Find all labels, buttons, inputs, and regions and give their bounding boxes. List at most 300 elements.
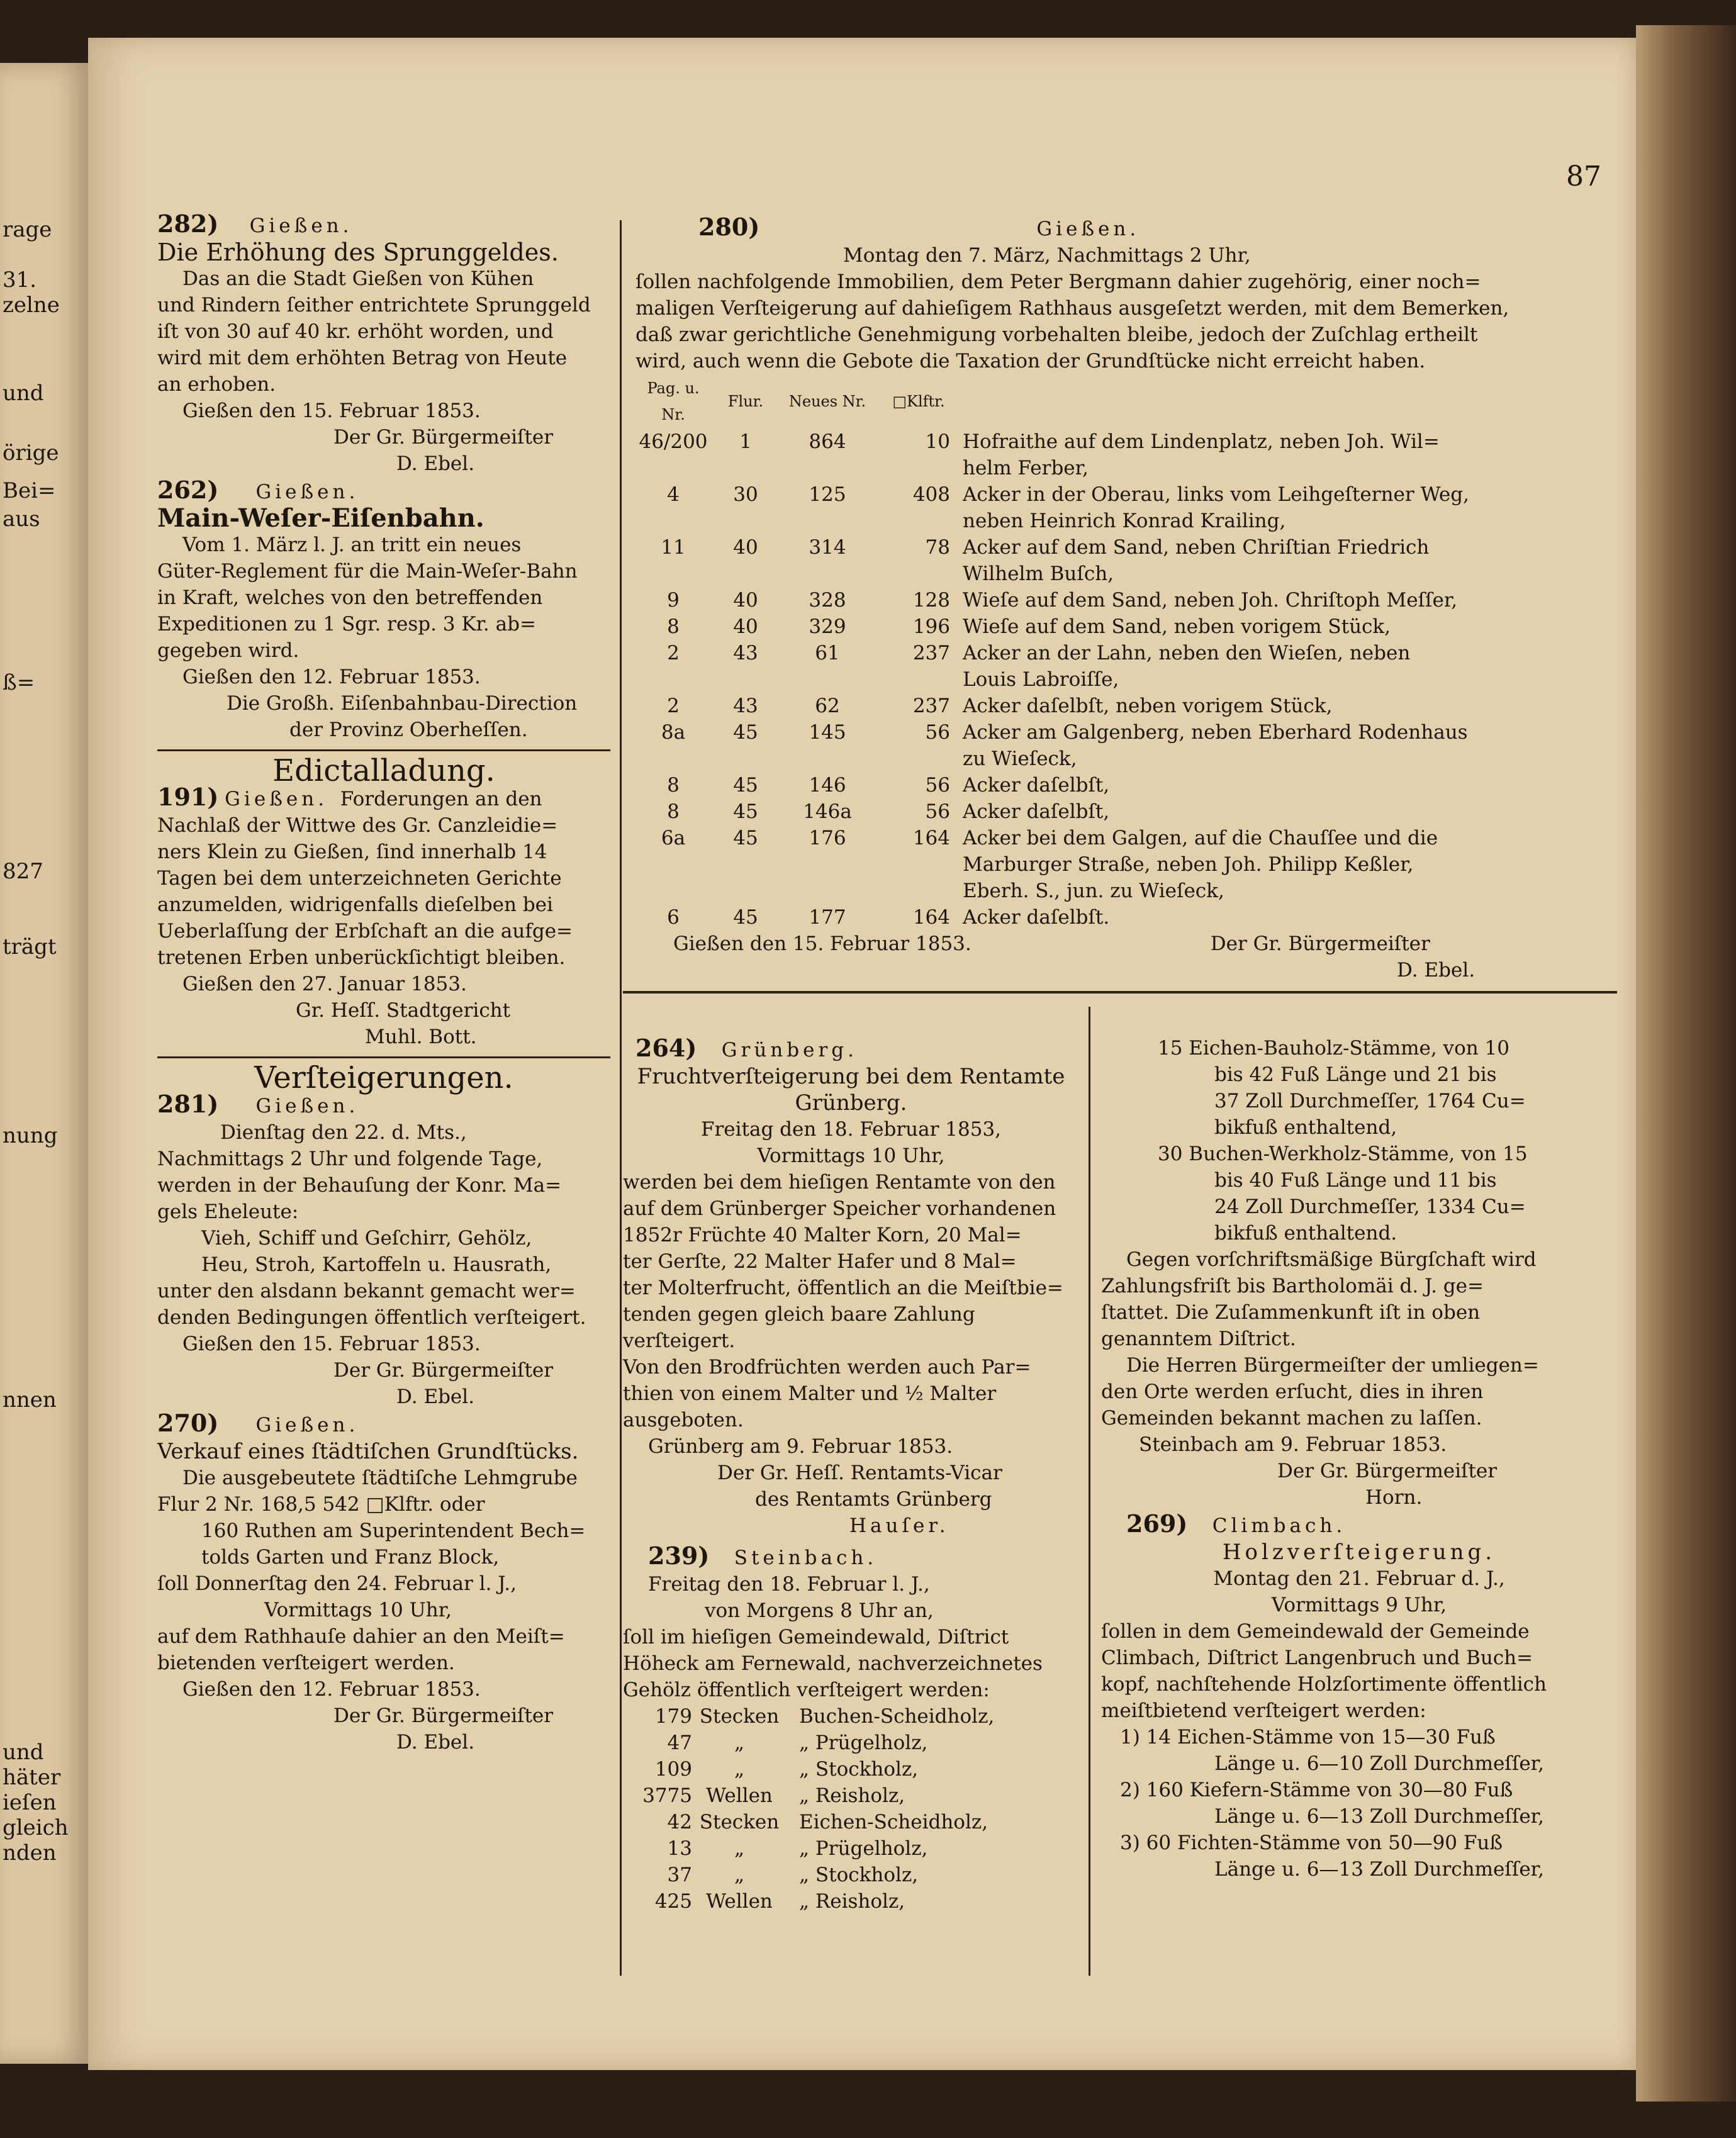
- parcel-description: [963, 481, 1617, 534]
- description-line: Acker am Galgenberg, neben Eberhard Rodenhaus: [963, 721, 1468, 744]
- text-line: bietenden verſteigert werden.: [157, 1652, 455, 1674]
- signature-name: D. Ebel.: [396, 1385, 475, 1408]
- parcel-nr: 177: [809, 906, 846, 929]
- notice-264: [623, 1035, 1079, 1539]
- item-type: „ Stockholz,: [799, 1864, 919, 1886]
- notice-title: Fruchtverſteigerung bei dem Rentamte: [637, 1064, 1065, 1089]
- description-line: zu Wieſeck,: [963, 747, 1077, 770]
- text-line: Flur 2 Nr. 168,5 542 □Klftr. oder: [157, 1493, 485, 1516]
- table-row: [636, 825, 1617, 904]
- list-item: 1) 14 Eichen-Stämme von 15—30 Fuß: [1120, 1726, 1496, 1749]
- parcel-pag: 46/200: [639, 430, 708, 453]
- newspaper-page: [88, 38, 1636, 2070]
- item-type: „ Stockholz,: [799, 1758, 919, 1781]
- parcel-flur: 45: [733, 721, 758, 744]
- section-heading: Verſteigerungen.: [254, 1060, 513, 1095]
- item-unit: „: [734, 1837, 745, 1860]
- parcel-area: 56: [925, 721, 950, 744]
- parcel-description: [963, 798, 1617, 825]
- parcel-area: 56: [925, 774, 950, 797]
- text-line: Expeditionen zu 1 Sgr. resp. 3 Kr. ab=: [157, 613, 536, 635]
- text-line: Freitag den 18. Februar l. J.,: [648, 1573, 930, 1596]
- lot-number: 281): [157, 1090, 219, 1118]
- page-number: 87: [1566, 160, 1601, 193]
- parcel-pag: 8a: [661, 721, 686, 744]
- signature-name: der Provinz Oberheſſen.: [289, 719, 528, 741]
- parcel-pag: 8: [667, 615, 680, 638]
- margin-fragment: und: [3, 381, 44, 406]
- text-line: Montag den 21. Februar d. J.,: [1213, 1567, 1505, 1590]
- margin-fragment: und: [3, 1740, 44, 1765]
- text-line: Vom 1. März l. J. an tritt ein neues: [182, 534, 522, 556]
- text-line: Heu, Stroh, Kartoffeln u. Hausrath,: [201, 1253, 552, 1276]
- signature: Der Gr. Heſſ. Rentamts-Vicar: [717, 1462, 1002, 1484]
- left-page-margin: [0, 63, 90, 2064]
- notice-title: Holzverſteigerung.: [1222, 1540, 1496, 1565]
- parcel-area: 237: [912, 642, 950, 664]
- parcel-area: 10: [925, 430, 950, 453]
- item-unit: „: [734, 1732, 745, 1754]
- signature: Der Gr. Bürgermeiſter: [333, 1359, 554, 1382]
- text-line: gegeben wird.: [157, 639, 300, 662]
- lot-number: 269): [1126, 1509, 1188, 1538]
- signature-name: D. Ebel.: [1397, 959, 1476, 982]
- signature-name: D. Ebel.: [396, 452, 475, 475]
- signature: Gr. Heſſ. Stadtgericht: [296, 999, 511, 1022]
- list-item: [623, 1809, 1079, 1835]
- item-unit: Wellen: [706, 1784, 773, 1807]
- table-row: [636, 613, 1617, 640]
- column-rule: [620, 220, 622, 1976]
- margin-fragment: rage: [3, 217, 52, 242]
- column-2: [623, 1035, 1079, 1915]
- text-line: ners Klein zu Gießen, ſind innerhalb 14: [157, 841, 547, 863]
- margin-fragment: örige: [3, 440, 59, 466]
- parcel-description: [963, 428, 1617, 481]
- text-line: kopf, nachſtehende Holzſortimente öffentlich: [1101, 1673, 1547, 1696]
- margin-fragment: ieſen: [3, 1790, 57, 1815]
- notice-title: Grünberg.: [795, 1090, 907, 1116]
- lot-number: 191): [157, 783, 219, 811]
- text-line: an erhoben.: [157, 373, 276, 396]
- notice-date: Gießen den 12. Februar 1853.: [182, 1678, 481, 1701]
- description-line: Wieſe auf dem Sand, neben vorigem Stück,: [963, 615, 1391, 638]
- text-line: genanntem Diſtrict.: [1101, 1328, 1296, 1350]
- parcel-flur: 40: [733, 615, 758, 638]
- text-line: ſoll Donnerſtag den 24. Februar l. J.,: [157, 1572, 517, 1595]
- signature: Der Gr. Bürgermeiſter: [1210, 932, 1430, 955]
- margin-fragment: zelne: [3, 293, 60, 318]
- text-line: ſollen nachfolgende Immobilien, dem Peter Bergmann dahier zugehörig, einer noch=: [636, 271, 1481, 293]
- lot-number: 264): [636, 1034, 697, 1062]
- margin-fragment: 31.: [3, 267, 37, 293]
- notice-date: Gießen den 12. Februar 1853.: [182, 666, 481, 688]
- text-line: Freitag den 18. Februar 1853,: [700, 1118, 1002, 1141]
- text-line: Dienſtag den 22. d. Mts.,: [220, 1121, 467, 1144]
- parcel-description: [963, 825, 1617, 904]
- text-line: Vieh, Schiff und Geſchirr, Gehölz,: [201, 1227, 532, 1250]
- notice-281: [157, 1091, 610, 1410]
- parcel-area: 164: [912, 906, 950, 929]
- signature-name: Horn.: [1365, 1486, 1423, 1509]
- table-row: [636, 640, 1617, 693]
- parcel-description: [963, 719, 1617, 772]
- text-line: Höheck am Fernewald, nachverzeichnetes: [623, 1652, 1043, 1675]
- item-type: Buchen-Scheidholz,: [799, 1705, 995, 1728]
- parcel-area: 196: [912, 615, 950, 638]
- item-type: „ Prügelholz,: [799, 1732, 928, 1754]
- table-row: [636, 693, 1617, 719]
- description-line: Hofraithe auf dem Lindenplatz, neben Joh. Wil=: [963, 430, 1440, 453]
- parcel-flur: 45: [733, 906, 758, 929]
- list-item: [623, 1703, 1079, 1730]
- section-heading: Edictalladung.: [272, 753, 495, 788]
- item-count: 47: [667, 1732, 692, 1754]
- text-line: Tagen bei dem unterzeichneten Gerichte: [157, 867, 562, 890]
- text-line: Ueberlaſſung der Erbſchaft an die aufge=: [157, 920, 573, 943]
- text-line: Gehölz öffentlich verſteigert werden:: [623, 1679, 990, 1701]
- notice-place: Gießen.: [1036, 218, 1140, 240]
- text-line: ſollen in dem Gemeindewald der Gemeinde: [1101, 1620, 1530, 1643]
- signature-name: D. Ebel.: [396, 1731, 475, 1754]
- margin-fragment: nung: [3, 1123, 58, 1148]
- notice-place: Gießen.: [255, 1095, 359, 1117]
- notice-date: Gießen den 15. Februar 1853.: [182, 1333, 481, 1355]
- description-line: Louis Labroiſſe,: [963, 668, 1119, 691]
- list-item: Länge u. 6—10 Zoll Durchmeſſer,: [1214, 1752, 1544, 1775]
- book-edge: [1636, 25, 1736, 2102]
- section-rule: [157, 1056, 610, 1058]
- lot-number: 262): [157, 476, 219, 504]
- signature-name: Hauſer.: [849, 1514, 949, 1537]
- notice-place: Steinbach.: [734, 1547, 878, 1569]
- item-unit: „: [734, 1758, 745, 1781]
- margin-fragment: häter: [3, 1765, 61, 1790]
- text-line: 1852r Früchte 40 Malter Korn, 20 Mal=: [623, 1224, 1022, 1246]
- text-line: wird mit dem erhöhten Betrag von Heute: [157, 347, 568, 369]
- text-line: Gegen vorſchriftsmäßige Bürgſchaft wird: [1126, 1248, 1537, 1271]
- text-line: Vormittags 10 Uhr,: [757, 1145, 945, 1167]
- text-line: werden in der Behauſung der Konr. Ma=: [157, 1174, 562, 1197]
- parcel-pag: 8: [667, 774, 680, 797]
- margin-fragment: 827: [3, 859, 43, 884]
- parcel-area: 56: [925, 800, 950, 823]
- column-3: [1101, 1035, 1617, 1883]
- text-line: thien von einem Malter und ½ Malter: [623, 1382, 997, 1405]
- text-line: Zahlungsfriſt bis Bartholomäi d. J. ge=: [1101, 1275, 1484, 1297]
- item-type: „ Reisholz,: [799, 1890, 905, 1913]
- notice-title: Die Erhöhung des Sprunggeldes.: [157, 238, 559, 266]
- notice-date: Gießen den 15. Februar 1853.: [182, 400, 481, 422]
- text-line: Güter-Reglement für die Main-Weſer-Bahn: [157, 560, 578, 583]
- list-item: [623, 1783, 1079, 1809]
- description-line: neben Heinrich Konrad Krailing,: [963, 510, 1286, 532]
- text-line: werden bei dem hieſigen Rentamte von den: [623, 1171, 1056, 1194]
- text-line: Das an die Stadt Gießen von Kühen: [182, 267, 534, 290]
- text-line: 24 Zoll Durchmeſſer, 1334 Cu=: [1214, 1195, 1526, 1218]
- text-line: Nachlaß der Wittwe des Gr. Canzleidie=: [157, 814, 558, 837]
- item-type: „ Reisholz,: [799, 1784, 905, 1807]
- notice-191: [157, 784, 610, 1050]
- list-item: [623, 1888, 1079, 1915]
- text-line: Von den Brodfrüchten werden auch Par=: [623, 1356, 1031, 1379]
- signature: des Rentamts Grünberg: [755, 1488, 992, 1511]
- column-header: Neues Nr.: [788, 393, 866, 410]
- table-row: [636, 428, 1617, 481]
- table-header: [636, 374, 1617, 428]
- parcel-description: [963, 693, 1617, 719]
- text-line: anzumelden, widrigenfalls dieſelben bei: [157, 893, 553, 916]
- notice-280: [636, 214, 1617, 983]
- notice-269: [1101, 1511, 1617, 1883]
- column-header: □Klftr.: [892, 393, 945, 410]
- text-line: bikfuß enthaltend.: [1214, 1222, 1397, 1245]
- parcel-nr: 864: [809, 430, 846, 453]
- parcel-nr: 146: [809, 774, 846, 797]
- text-line: Vormittags 9 Uhr,: [1271, 1594, 1447, 1616]
- text-line: iſt von 30 auf 40 kr. erhöht worden, und: [157, 320, 554, 343]
- list-item: 3) 60 Fichten-Stämme von 50—90 Fuß: [1120, 1832, 1503, 1854]
- item-unit: Stecken: [699, 1705, 780, 1728]
- table-row: [636, 772, 1617, 798]
- text-line: maligen Verſteigerung auf dahieſigem Rathhaus ausgeſetzt werden, mit dem Bemerken,: [636, 297, 1509, 320]
- signature: Die Großh. Eiſenbahnbau-Direction: [227, 692, 578, 715]
- text-line: bis 42 Fuß Länge und 21 bis: [1214, 1063, 1497, 1086]
- parcel-pag: 9: [667, 589, 680, 612]
- text-line: ausgeboten.: [623, 1409, 744, 1431]
- lot-number: 282): [157, 210, 219, 238]
- text-line: Nachmittags 2 Uhr und folgende Tage,: [157, 1148, 543, 1170]
- column-rule: [1089, 1007, 1090, 1976]
- description-line: Marburger Straße, neben Joh. Philipp Keßler,: [963, 853, 1414, 876]
- notice-title: Main-Weſer-Eiſenbahn.: [157, 503, 484, 533]
- item-unit: „: [734, 1864, 745, 1886]
- parcel-flur: 45: [733, 774, 758, 797]
- notice-place: Gießen.: [255, 481, 359, 503]
- parcel-nr: 62: [815, 695, 840, 717]
- notice-270: [157, 1410, 610, 1755]
- notice-282: [157, 211, 610, 477]
- signature: Der Gr. Bürgermeiſter: [333, 426, 554, 449]
- item-type: Eichen-Scheidholz,: [799, 1811, 988, 1833]
- parcel-nr: 125: [809, 483, 846, 506]
- parcel-nr: 61: [815, 642, 840, 664]
- parcel-nr: 314: [809, 536, 846, 559]
- table-row: [636, 904, 1617, 931]
- list-item: [623, 1756, 1079, 1783]
- parcel-nr: 146a: [803, 800, 852, 823]
- lot-number: 239): [648, 1542, 710, 1570]
- list-item: Länge u. 6—13 Zoll Durchmeſſer,: [1214, 1858, 1544, 1881]
- item-unit: Stecken: [699, 1811, 780, 1833]
- text-line: Gemeinden bekannt machen zu laſſen.: [1101, 1407, 1482, 1430]
- parcel-description: [963, 772, 1617, 798]
- item-count: 37: [667, 1864, 692, 1886]
- parcel-description: [963, 613, 1617, 640]
- text-line: ter Molterfrucht, öffentlich an die Meiſtbie=: [623, 1277, 1063, 1299]
- parcel-table: [636, 374, 1617, 931]
- parcel-flur: 40: [733, 589, 758, 612]
- notice-date: Gießen den 15. Februar 1853.: [673, 932, 972, 955]
- notice-date: Gießen den 27. Januar 1853.: [182, 973, 467, 995]
- text-line: Climbach, Diſtrict Langenbruch und Buch=: [1101, 1647, 1533, 1669]
- item-count: 179: [654, 1705, 692, 1728]
- item-count: 13: [667, 1837, 692, 1860]
- text-line: tenden gegen gleich baare Zahlung verſteigert.: [623, 1303, 975, 1352]
- text-line: Forderungen an den: [340, 788, 542, 810]
- text-line: denden Bedingungen öffentlich verſteigert.: [157, 1306, 586, 1329]
- notice-title: Verkauf eines ſtädtiſchen Grundſtücks.: [157, 1439, 579, 1464]
- parcel-area: 164: [912, 827, 950, 849]
- parcel-flur: 43: [733, 695, 758, 717]
- text-line: auf dem Grünberger Speicher vorhandenen: [623, 1197, 1056, 1220]
- list-item: [623, 1730, 1079, 1756]
- text-line: Die Herren Bürgermeiſter der umliegen=: [1126, 1354, 1539, 1377]
- text-line: bis 40 Fuß Länge und 11 bis: [1214, 1169, 1497, 1192]
- signature: Der Gr. Bürgermeiſter: [1277, 1460, 1498, 1482]
- parcel-nr: 176: [809, 827, 846, 849]
- parcel-area: 128: [912, 589, 950, 612]
- parcel-pag: 4: [667, 483, 680, 506]
- parcel-flur: 43: [733, 642, 758, 664]
- text-line: auf dem Rathhauſe dahier an den Meiſt=: [157, 1625, 565, 1648]
- column-header: Pag. u. Nr.: [647, 379, 700, 423]
- item-count: 109: [654, 1758, 692, 1781]
- text-line: Montag den 7. März, Nachmittags 2 Uhr,: [843, 244, 1251, 267]
- parcel-description: [963, 534, 1617, 587]
- notice-place: Gießen.: [249, 215, 353, 237]
- description-line: Eberh. S., jun. zu Wieſeck,: [963, 880, 1224, 902]
- item-type: „ Prügelholz,: [799, 1837, 928, 1860]
- column-header: Flur.: [727, 393, 764, 410]
- item-count: 3775: [642, 1784, 692, 1807]
- parcel-area: 78: [925, 536, 950, 559]
- description-line: Acker daſelbſt, neben vorigem Stück,: [963, 695, 1333, 717]
- item-unit: Wellen: [706, 1890, 773, 1913]
- text-line: ter Gerſte, 22 Malter Hafer und 8 Mal=: [623, 1250, 1017, 1273]
- notice-place: Gießen.: [225, 788, 328, 810]
- section-rule: [157, 749, 610, 751]
- text-line: daß zwar gerichtliche Genehmigung vorbehalten bleibe, jedoch der Zuſchlag ertheilt: [636, 323, 1478, 346]
- list-item: 2) 160 Kiefern-Stämme von 30—80 Fuß: [1120, 1779, 1513, 1801]
- parcel-flur: 45: [733, 800, 758, 823]
- description-line: Acker bei dem Galgen, auf die Chauſſee und die: [963, 827, 1438, 849]
- text-line: Vormittags 10 Uhr,: [264, 1599, 452, 1621]
- text-line: tolds Garten und Franz Block,: [201, 1546, 500, 1569]
- description-line: Wieſe auf dem Sand, neben Joh. Chriſtoph Meſſer,: [963, 589, 1458, 612]
- notice-place: Grünberg.: [721, 1039, 858, 1061]
- margin-fragment: nnen: [3, 1387, 57, 1413]
- wood-list: [623, 1703, 1079, 1915]
- margin-fragment: aus: [3, 507, 40, 532]
- parcel-description: [963, 587, 1617, 613]
- text-line: tretenen Erben unberückſichtigt bleiben.: [157, 946, 566, 969]
- item-count: 425: [654, 1890, 692, 1913]
- parcel-flur: 45: [733, 827, 758, 849]
- section-rule: [623, 991, 1617, 993]
- text-line: gels Eheleute:: [157, 1201, 299, 1223]
- description-line: Acker in der Oberau, links vom Leihgeſterner Weg,: [963, 483, 1469, 506]
- lot-number: 270): [157, 1409, 219, 1437]
- parcel-flur: 30: [733, 483, 758, 506]
- parcel-flur: 40: [733, 536, 758, 559]
- description-line: Acker daſelbſt,: [963, 774, 1110, 797]
- description-line: helm Ferber,: [963, 457, 1089, 479]
- text-line: und Rindern ſeither entrichtete Sprunggeld: [157, 294, 591, 316]
- parcel-pag: 11: [661, 536, 686, 559]
- list-item: [623, 1862, 1079, 1888]
- parcel-description: [963, 904, 1617, 931]
- signature: Der Gr. Bürgermeiſter: [333, 1704, 554, 1727]
- table-row: [636, 587, 1617, 613]
- margin-fragment: Bei=: [3, 478, 56, 503]
- parcel-flur: 1: [739, 430, 752, 453]
- parcel-pag: 6a: [661, 827, 686, 849]
- table-row: [636, 534, 1617, 587]
- text-line: Die ausgebeutete ſtädtiſche Lehmgrube: [182, 1467, 578, 1489]
- notice-date: Steinbach am 9. Februar 1853.: [1139, 1433, 1447, 1456]
- text-line: wird, auch wenn die Gebote die Taxation der Grundſtücke nicht erreicht haben.: [636, 350, 1426, 372]
- text-line: 30 Buchen-Werkholz-Stämme, von 15: [1158, 1143, 1528, 1165]
- text-line: ſoll im hieſigen Gemeindewald, Diſtrict: [623, 1626, 1009, 1648]
- parcel-area: 237: [912, 695, 950, 717]
- notice-239: [623, 1543, 1079, 1915]
- column-1: [157, 211, 610, 1755]
- description-line: Wilhelm Buſch,: [963, 562, 1114, 585]
- parcel-area: 408: [912, 483, 950, 506]
- parcel-nr: 328: [809, 589, 846, 612]
- text-line: bikfuß enthaltend,: [1214, 1116, 1397, 1139]
- text-line: unter den alsdann bekannt gemacht wer=: [157, 1280, 576, 1302]
- text-line: ſtattet. Die Zuſammenkunft iſt in oben: [1101, 1301, 1481, 1324]
- parcel-nr: 145: [809, 721, 846, 744]
- margin-fragment: trägt: [3, 934, 57, 960]
- text-line: 15 Eichen-Bauholz-Stämme, von 10: [1158, 1037, 1509, 1060]
- lot-number: 280): [698, 213, 760, 241]
- text-line: 37 Zoll Durchmeſſer, 1764 Cu=: [1214, 1090, 1526, 1112]
- parcel-description: [963, 640, 1617, 693]
- parcel-pag: 2: [667, 642, 680, 664]
- text-line: den Orte werden erſucht, dies in ihren: [1101, 1380, 1484, 1403]
- parcel-pag: 2: [667, 695, 680, 717]
- item-count: 42: [667, 1811, 692, 1833]
- notice-date: Grünberg am 9. Februar 1853.: [648, 1435, 953, 1458]
- list-item: [623, 1835, 1079, 1862]
- signature-name: Muhl. Bott.: [365, 1026, 477, 1048]
- description-line: Acker an der Lahn, neben den Wieſen, neben: [963, 642, 1411, 664]
- margin-fragment: nden: [3, 1840, 57, 1866]
- notice-place: Climbach.: [1212, 1514, 1347, 1537]
- margin-fragment: gleich: [3, 1815, 69, 1840]
- parcel-pag: 8: [667, 800, 680, 823]
- table-row: [636, 481, 1617, 534]
- list-item: Länge u. 6—13 Zoll Durchmeſſer,: [1214, 1805, 1544, 1828]
- description-line: Acker daſelbſt.: [963, 906, 1110, 929]
- parcel-nr: 329: [809, 615, 846, 638]
- text-line: in Kraft, welches von den betreffenden: [157, 586, 543, 609]
- table-row: [636, 719, 1617, 772]
- notice-262: [157, 477, 610, 743]
- description-line: Acker daſelbſt,: [963, 800, 1110, 823]
- text-line: meiſtbietend verſteigert werden:: [1101, 1699, 1426, 1722]
- margin-fragment: ß=: [3, 670, 35, 695]
- table-row: [636, 798, 1617, 825]
- text-line: von Morgens 8 Uhr an,: [705, 1599, 934, 1622]
- notice-place: Gießen.: [255, 1414, 359, 1436]
- text-line: 160 Ruthen am Superintendent Bech=: [201, 1520, 586, 1542]
- description-line: Acker auf dem Sand, neben Chriſtian Friedrich: [963, 536, 1430, 559]
- parcel-pag: 6: [667, 906, 680, 929]
